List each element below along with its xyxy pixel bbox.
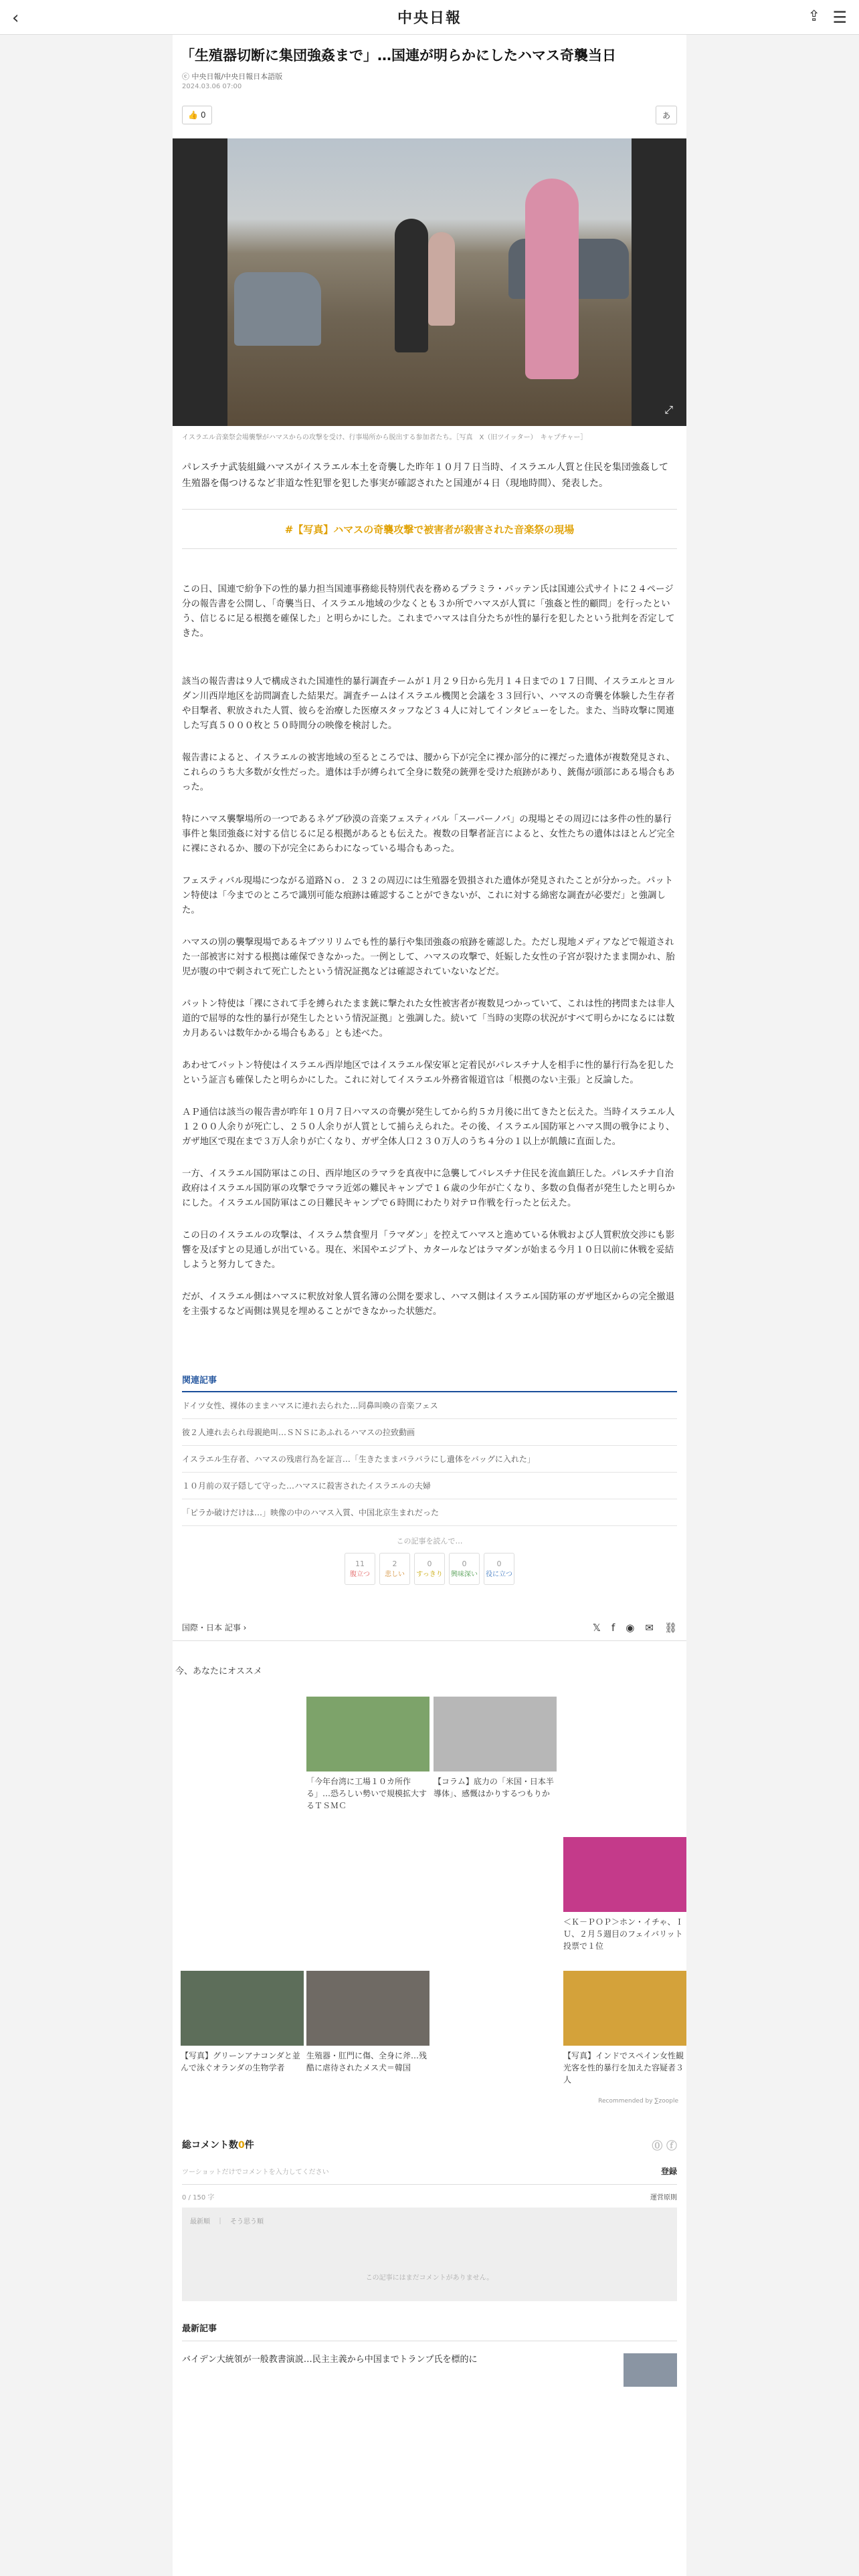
photo-gallery-link[interactable]: #【写真】ハマスの奇襲攻撃で被害者が殺害された音楽祭の現場 bbox=[182, 509, 677, 549]
article-paragraph: ＡＰ通信は該当の報告書が昨年１０月７日ハマスの奇襲が発生してから約５カ月後に出てきたと伝えた。当時イスラエル人１２００人余りが死亡し、２５０人余りが人質として捕らえられた。その後、イスラエル国防軍とハマス間の戦争により、ガザ地区で現在まで３万人余りが亡くなり、ガザ全体人口２３０万人のうち４分の１以上が飢餓に直面した。 bbox=[182, 1107, 675, 1147]
photo-scene bbox=[227, 138, 632, 426]
reaction-relief[interactable] bbox=[414, 1553, 445, 1585]
recommend-thumb bbox=[563, 1971, 686, 2046]
expand-icon[interactable]: ⤢ bbox=[664, 403, 673, 416]
share-icon[interactable]: ⇪ bbox=[807, 8, 820, 25]
related-articles bbox=[173, 1373, 686, 1585]
font-size-button[interactable] bbox=[656, 106, 677, 124]
reaction-count: 11 bbox=[355, 1560, 365, 1568]
latest-title: 最新記事 bbox=[182, 2321, 677, 2341]
article-date: 2024.03.06 07:00 bbox=[182, 83, 242, 90]
reaction-label: すっきり bbox=[416, 1571, 443, 1578]
article-lead: パレスチナ武装組織ハマスがイスラエル本土を奇襲した昨年１０月７日当時、イスラエル人質と住民を集団強姦して生殖器を傷つけるなど非道な性犯罪を犯した事実が確認されたと国連が４日（現地時間）、発表した。 bbox=[182, 462, 669, 489]
article-byline: ⓒ 中央日報/中央日報日本語版 bbox=[182, 72, 283, 81]
article-paragraph: 特にハマス襲撃場所の一つであるネゲブ砂漠の音楽フェスティバル「スーパーノバ」の現場とその周辺には多件の性的暴行事件と集団強姦に対する信じるに足る根拠があるとも伝えた。複数の目撃者証言によると、女性たちの遺体はほとんど完全に裸にされるか、腰の下が完全にあらわになっている場合もあった。 bbox=[182, 815, 675, 854]
reaction-count: 2 bbox=[392, 1560, 397, 1568]
recommend-text: 【写真】インドでスペイン女性観光客を性的暴行を加えた容疑者３人 bbox=[563, 2051, 684, 2084]
site-logo[interactable]: 中央日報 bbox=[397, 9, 462, 27]
reaction-angry[interactable] bbox=[345, 1553, 375, 1585]
article-tools bbox=[173, 104, 686, 126]
comment-counter: 0 / 150 字 bbox=[182, 2193, 215, 2202]
article-paragraph: この日、国連で紛争下の性的暴力担当国連事務総長特別代表を務めるプラミラ・パッテン氏は国連公式サイトに２４ページ分の報告書を公開し、「奇襲当日、イスラエル地域の少なくとも３か所でハマスが人質に「強姦と性的顧問」を行ったという、信じるに足る根拠を確保した」と明らかにした。これまでハマスは自分たちが性的暴行を犯したという批判を否定してきた。 bbox=[182, 584, 675, 639]
recommend-grid bbox=[173, 1677, 686, 2105]
read-reaction-label: この記事を読んで… bbox=[396, 1537, 463, 1545]
comment-submit-button[interactable]: 登録 bbox=[660, 2167, 677, 2176]
comment-login-icons[interactable]: ⓪ ⓕ bbox=[652, 2139, 677, 2152]
reaction-label: 悲しい bbox=[385, 1571, 405, 1578]
recommend-text: ＜Ｋ－ＰＯＰ＞ホン・イチゃ、ＩＵ、２月５週目のフェイバリット投票で１位 bbox=[563, 1917, 684, 1951]
related-item[interactable]: イスラエル生存者、ハマスの残虐行為を証言…「生きたままバラバラにし遺体をバッグに入れた」 bbox=[182, 1446, 677, 1473]
menu-icon[interactable]: ☰ bbox=[832, 8, 847, 27]
article-paragraph: ハマスの別の襲撃現場であるキブツリリムでも性的暴行や集団強姦の痕跡を確認した。ただし現地メディアなどで報道された一部被害に対する根拠は確保できなかった。一例として、ハマスの攻撃で、妊娠した女性の子宮が裂けたまま開かれ、胎児が腹の中で刺されて死亡したという情況証拠などは確認されていないなどだ。 bbox=[182, 938, 675, 977]
recommend-text: 【コラム】底力の「米国・日本半導体」、感慨はかりするつもりか bbox=[434, 1777, 554, 1798]
article-paragraph: この日のイスラエルの攻撃は、イスラム禁食聖月「ラマダン」を控えてハマスと進めている休戦および人質釈放交渉にも影響を及ぼすとの見通しが出ている。現在、米国やエジプト、カタールなどはラマダンが始まる今月１０日以前に休戦を妥結しようと努力してきた。 bbox=[182, 1230, 675, 1270]
reaction-count: 0 bbox=[496, 1560, 502, 1568]
recommend-card[interactable] bbox=[181, 1971, 304, 2074]
latest-item[interactable] bbox=[182, 2353, 677, 2387]
article-paragraph: 報告書によると、イスラエルの被害地域の至るところでは、腰から下が完全に裸か部分的に裸だった遺体が複数発見され、これらのうち大多数が女性だった。遺体は手が縛られて全身に数発の銃弾を受けた痕跡があり、銃傷が頭部にある場合もあった。 bbox=[182, 753, 676, 792]
x-icon[interactable]: 𝕏 bbox=[592, 1621, 601, 1634]
article-paragraph: あわせてパットン特使はイスラエル西岸地区ではイスラエル保安軍と定着民がパレスチナ人を相手に性的暴行行為を犯したという証言も確保したと明らかにした。これに対してイスラエル外務省報道官は「根拠のない主張」と反論した。 bbox=[182, 1061, 674, 1085]
comment-rules-link[interactable]: 運営原則 bbox=[650, 2193, 677, 2202]
recommend-card[interactable] bbox=[434, 1697, 557, 1800]
related-title: 関連記事 bbox=[182, 1373, 677, 1392]
latest-item-text: バイデン大統領が一般教書演説…民主主義から中国までトランプ氏を標的に bbox=[182, 2355, 478, 2365]
recommend-text: 【写真】グリーンアナコンダと並んで泳ぐオランダの生物学者 bbox=[181, 2051, 300, 2072]
recommend-thumb bbox=[563, 1837, 686, 1912]
reaction-count: 0 bbox=[462, 1560, 467, 1568]
article-paragraph: フェスティバル現場につながる道路Ｎｏ．２３２の周辺には生殖器を毀損された遺体が発見されたことが分かった。パットン特使は「今までのところで識別可能な痕跡は確認することができないが、これに対する綿密な調査が必要だ」と強調した。 bbox=[182, 876, 674, 916]
reaction-count: 0 bbox=[427, 1560, 432, 1568]
like-count: 0 bbox=[200, 110, 206, 120]
related-item[interactable]: １０月前の双子隠して守った…ハマスに殺害されたイスラエルの夫婦 bbox=[182, 1473, 677, 1499]
article-sheet bbox=[173, 35, 686, 2576]
photo-car-left bbox=[234, 272, 321, 346]
reaction-interesting[interactable] bbox=[449, 1553, 480, 1585]
article-paragraph: 一方、イスラエル国防軍はこの日、西岸地区のラマラを真夜中に急襲してパレスチナ住民を流血鎮圧した。パレスチナ自治政府はイスラエル国防軍の攻撃でラマラ近郊の難民キャンプで１６歳の少年が亡くなり、多数の負傷者が発生したと明らかにした。イスラエル国防軍はこの日難民キャンプで６時間にわたり対テロ作戦を行ったと伝えた。 bbox=[182, 1169, 675, 1208]
comment-footer bbox=[182, 2185, 677, 2208]
recommend-title: 今、あなたにオススメ bbox=[175, 1667, 262, 1677]
category-link[interactable]: 国際・日本 記事 › bbox=[182, 1623, 247, 1632]
recommend-card[interactable] bbox=[306, 1697, 430, 1812]
comments-section bbox=[173, 2131, 686, 2301]
latest-articles bbox=[173, 2321, 686, 2387]
recommend-card[interactable] bbox=[563, 1971, 686, 2086]
recommend-thumb bbox=[306, 1971, 430, 2046]
reaction-useful[interactable] bbox=[484, 1553, 514, 1585]
recommend-text: 生殖器・肛門に傷、全身に斧…残酷に虐待されたメス犬＝韓国 bbox=[306, 2051, 427, 2072]
reaction-buttons bbox=[182, 1553, 677, 1585]
recommend-credit[interactable]: Recommended by ∑zoople bbox=[598, 2098, 678, 2105]
latest-item-thumb bbox=[624, 2353, 677, 2387]
recommend-text: 「今年台湾に工場１０カ所作る」…恐ろしい勢いで規模拡大するＴＳＭＣ bbox=[306, 1777, 427, 1810]
social-share bbox=[593, 1622, 677, 1634]
photo-person-front bbox=[525, 179, 579, 379]
mail-icon[interactable]: ✉ bbox=[645, 1621, 654, 1634]
article-paragraph: だが、イスラエル側はハマスに釈放対象人質名簿の公開を要求し、ハマス側はイスラエル国防軍のガザ地区からの完全撤退を主張するなど両側は異見を埋めることができなかった状態だ。 bbox=[182, 1292, 675, 1317]
article-title: 「生殖器切断に集団強姦まで」…国連が明らかにしたハマス奇襲当日 bbox=[181, 47, 616, 64]
reaction-sad[interactable] bbox=[379, 1553, 410, 1585]
comments-header bbox=[182, 2131, 677, 2158]
article-paragraph: パットン特使は「裸にされて手を縛られたまま銃に撃たれた女性被害者が複数見つかっていて、これは性的拷問または非人道的で屈辱的な性的暴行が発生したという情況証拠」と強調した。続いて「当時の実際の状況がすべて明らかになるには数カ月あるいは数年かかる場合もある」とも述べた。 bbox=[182, 999, 675, 1039]
comment-placeholder: ツーショットだけでコメントを入力してください bbox=[182, 2169, 329, 2176]
top-bar bbox=[0, 0, 859, 35]
recommend-thumb bbox=[181, 1971, 304, 2046]
facebook-icon[interactable]: f bbox=[611, 1621, 615, 1634]
recommend-thumb bbox=[434, 1697, 557, 1772]
photo-person-small bbox=[428, 232, 455, 326]
back-icon[interactable]: ‹ bbox=[12, 8, 19, 28]
recommend-thumb bbox=[306, 1697, 430, 1772]
font-size-label: あ bbox=[662, 110, 670, 120]
line-icon[interactable]: ◉ bbox=[626, 1621, 635, 1634]
reaction-label: 興味深い bbox=[451, 1571, 478, 1578]
comments-title: 総コメント数0件 bbox=[182, 2140, 254, 2151]
like-button[interactable] bbox=[182, 106, 212, 124]
comment-input[interactable] bbox=[182, 2158, 677, 2185]
related-item[interactable]: 「ピラか破けだけは…」映像の中のハマス入質、中国北京生まれだった bbox=[182, 1499, 677, 1526]
comment-list bbox=[182, 2208, 677, 2301]
article-paragraph: 該当の報告書は９人で構成された国連性的暴行調査チームが１月２９日から先月１４日までの１７日間、イスラエルとヨルダン川西岸地区を訪問調査した結果だ。調査チームはイスラエル機関と会議を３３回行い、ハマスの奇襲を体験した生存者や目撃者、釈放された人質、彼らを治療した医療スタッフなど３４人に対してインタビューをした。また、当時攻撃に関連した写真５０００枚と５０時間分の映像を検討した。 bbox=[182, 677, 675, 731]
recommend-card[interactable] bbox=[563, 1837, 686, 1952]
photo-caption: イスラエル音楽祭会場襲撃がハマスからの攻撃を受け、行事場所から脱出する参加者たち。［写真 X（旧ツイッター） キャプチャー］ bbox=[182, 434, 587, 441]
related-item[interactable]: 彼２人連れ去られ母親絶叫…ＳＮＳにあふれるハマスの拉致動画 bbox=[182, 1419, 677, 1446]
article-photo[interactable] bbox=[173, 138, 686, 426]
category-bar bbox=[173, 1614, 686, 1641]
related-item[interactable]: ドイツ女性、裸体のままハマスに連れ去られた…同鼻叫喚の音楽フェス bbox=[182, 1392, 677, 1419]
reaction-label: 役に立つ bbox=[486, 1571, 512, 1578]
photo-person-center bbox=[395, 219, 428, 352]
recommend-card[interactable] bbox=[306, 1971, 430, 2074]
comment-empty-message: この記事にはまだコメントがありません。 bbox=[365, 2274, 494, 2282]
thumbs-up-icon: 👍 bbox=[188, 110, 198, 120]
comment-sort-tabs[interactable]: 最新順 ｜ そう思う順 bbox=[190, 2218, 264, 2226]
link-icon[interactable]: ⛓ bbox=[664, 1621, 677, 1634]
reaction-label: 腹立つ bbox=[350, 1571, 370, 1578]
